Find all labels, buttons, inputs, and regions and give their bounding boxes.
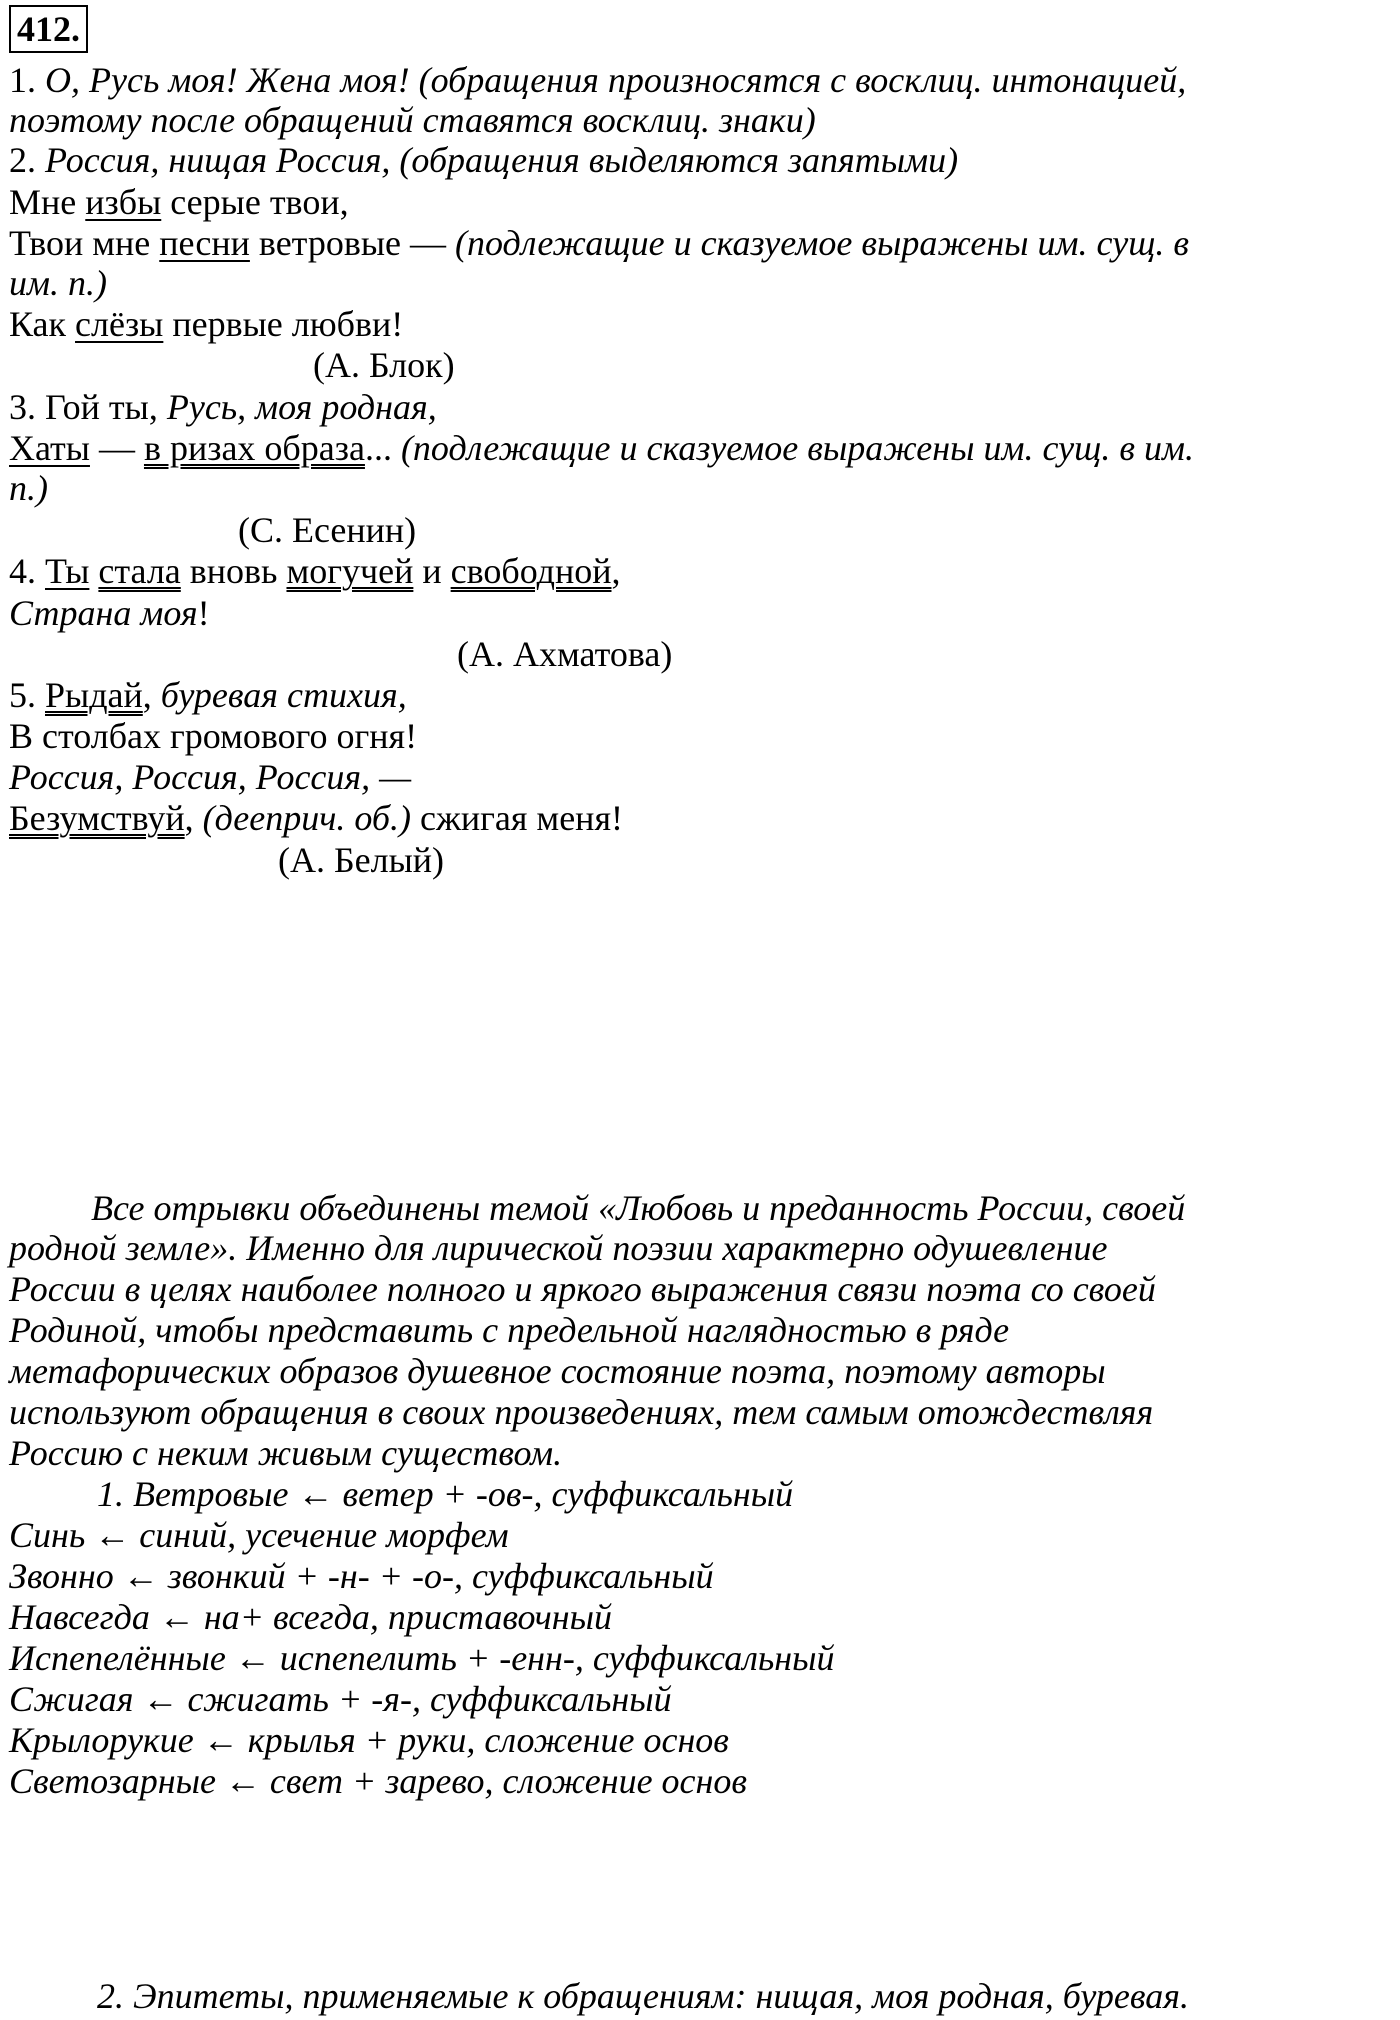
excerpt-5-line-4 xyxy=(9,794,623,842)
excerpt-4-line-1 xyxy=(9,547,621,595)
excerpt-2-line-4: им. п.) xyxy=(9,263,107,303)
predicate-word: стала xyxy=(98,551,181,591)
address-text: буревая стихия, xyxy=(151,675,407,715)
word-formation-line-2: Синь ← синий, усечение морфем xyxy=(9,1515,509,1555)
text-fragment: ветровые — xyxy=(249,223,456,263)
excerpt-5-author: (А. Белый) xyxy=(278,840,445,880)
analysis-line-5: метафорических образов душевное состояние поэта, поэтому авторы xyxy=(9,1351,1106,1391)
analysis-line-6: используют обращения в своих произведениях, тем самым отождествляя xyxy=(9,1392,1154,1432)
grammar-note: (подлежащие и сказуемое выражены им. сущ. в xyxy=(455,223,1190,263)
address-text: Страна моя xyxy=(9,593,198,633)
text-fragment: и xyxy=(422,551,442,591)
predicate-word: могучей xyxy=(286,551,414,591)
text-fragment: вновь xyxy=(189,551,278,591)
excerpt-2-line-1 xyxy=(9,136,958,184)
word-formation-line-1: 1. Ветровые ← ветер + -ов-, суффиксальный xyxy=(97,1474,794,1514)
text-fragment: , xyxy=(142,675,152,715)
subject-word: песни xyxy=(159,223,250,263)
excerpt-5-number: 5. xyxy=(9,675,36,715)
epithets-line: 2. Эпитеты, применяемые к обращениям: нищая, моя родная, буревая. xyxy=(97,1976,1189,2016)
excerpt-5-line-3: Россия, Россия, Россия, — xyxy=(9,757,412,797)
word-formation-line-3: Звонно ← звонкий + -н- + -о-, суффиксальный xyxy=(9,1556,714,1596)
excerpt-4-author: (А. Ахматова) xyxy=(457,634,673,674)
excerpt-4-line-2 xyxy=(9,589,210,637)
excerpt-3-number: 3. xyxy=(9,387,36,427)
analysis-line-7: Россию с неким живым существом. xyxy=(9,1433,563,1473)
excerpt-1-number: 1. xyxy=(9,60,36,100)
text-fragment: , xyxy=(611,551,621,591)
analysis-line-2: родной земле». Именно для лирической поэзии характерно одушевление xyxy=(9,1228,1108,1268)
predicate-word: Рыдай xyxy=(45,675,143,715)
text-fragment: Гой ты, xyxy=(36,387,167,427)
excerpt-3-author: (С. Есенин) xyxy=(238,510,417,550)
text-fragment: Твои мне xyxy=(9,223,160,263)
predicate-phrase: в ризах образа xyxy=(143,428,365,468)
predicate-word: Безумствуй xyxy=(9,798,185,838)
excerpt-3-line-3: п.) xyxy=(9,468,48,508)
text-fragment: Как xyxy=(9,304,76,344)
excerpt-5-line-2: В столбах громового огня! xyxy=(9,716,418,756)
text-fragment: ! xyxy=(197,593,210,633)
excerpt-2-line-3 xyxy=(9,219,1189,267)
excerpt-1-line-2: поэтому после обращений ставятся восклиц. знаки) xyxy=(9,100,816,140)
excerpt-3-line-2 xyxy=(9,424,1194,472)
word-formation-line-6: Сжигая ← сжигать + -я-, суффиксальный xyxy=(9,1679,672,1719)
predicate-word: свободной xyxy=(450,551,612,591)
excerpt-4-number: 4. xyxy=(9,551,36,591)
text-fragment: , xyxy=(184,798,194,838)
subject-word: Ты xyxy=(45,551,90,591)
excerpt-2-author: (А. Блок) xyxy=(313,345,455,385)
word-formation-line-4: Навсегда ← на+ всегда, приставочный xyxy=(9,1597,612,1637)
word-formation-line-8: Светозарные ← свет + зарево, сложение основ xyxy=(9,1761,748,1801)
text-fragment: Мне xyxy=(9,182,86,222)
grammar-note: (дееприч. об.) xyxy=(193,798,411,838)
text-fragment: серые твои, xyxy=(161,182,349,222)
analysis-line-3: России в целях наиболее полного и яркого выражения связи поэта со своей xyxy=(9,1269,1156,1309)
analysis-line-4: Родиной, чтобы представить с предельной наглядностью в ряде xyxy=(9,1310,1010,1350)
excerpt-2-address: Россия, нищая Россия, (обращения выделяются запятыми) xyxy=(45,140,959,180)
text-fragment: ... xyxy=(364,428,392,468)
subject-word: Хаты xyxy=(9,428,90,468)
subject-word: слёзы xyxy=(75,304,164,344)
subject-word: избы xyxy=(85,182,162,222)
excerpt-2-number: 2. xyxy=(9,140,36,180)
text-fragment: сжигая меня! xyxy=(411,798,623,838)
excerpt-1-text: О, Русь моя! Жена моя! (обращения произносятся с восклиц. интонацией, xyxy=(45,60,1187,100)
word-formation-line-5: Испепелённые ← испепелить + -енн-, суффиксальный xyxy=(9,1638,835,1678)
analysis-line-1: Все отрывки объединены темой «Любовь и преданность России, своей xyxy=(91,1188,1186,1228)
word-formation-line-7: Крылорукие ← крылья + руки, сложение основ xyxy=(9,1720,729,1760)
address-text: Русь, моя родная, xyxy=(166,387,437,427)
exercise-number: 412. xyxy=(9,5,88,53)
text-fragment: первые любви! xyxy=(163,304,404,344)
grammar-note: (подлежащие и сказуемое выражены им. сущ. в им. xyxy=(391,428,1194,468)
text-fragment: — xyxy=(89,428,144,468)
